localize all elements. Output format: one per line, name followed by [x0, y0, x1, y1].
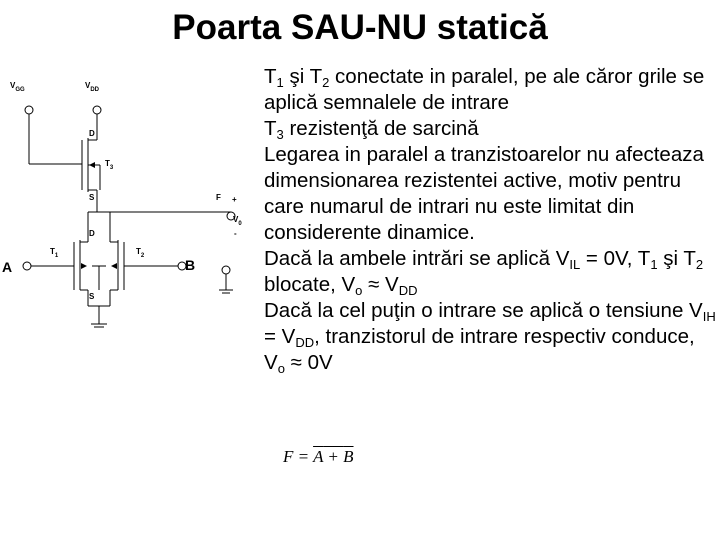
slide-title: Poarta SAU-NU statică [172, 8, 548, 47]
t2-label: $T_2$ [136, 247, 145, 259]
t3-arrow-icon [89, 162, 95, 168]
t2-arrow-icon [111, 263, 117, 269]
input-a-terminal [23, 262, 31, 270]
t3-label: $T_3$ [105, 159, 114, 171]
t1-source-label: S [89, 292, 95, 301]
t1-arrow-icon [81, 263, 87, 269]
nor-formula: F = A + B [283, 447, 354, 466]
bullet-5: Dacă la cel puţin o intrare se aplică o tensiune $V_{IH} = V_{DD}$, tranzistorul de intrare respectiv conduce, $V_o \approx 0V$ [264, 299, 716, 376]
vdd-label: $V_{DD}$ [85, 81, 100, 93]
t1-label: $T_1$ [50, 247, 59, 259]
bullet-list [264, 64, 716, 376]
minus-label: - [234, 229, 237, 238]
vgg-terminal [25, 106, 33, 114]
t3-source-label: S [89, 193, 95, 202]
plus-label: + [232, 195, 237, 204]
input-a-label: A [2, 259, 13, 275]
vo-label: $V_0$ [233, 215, 242, 227]
nor-gate-circuit-diagram [0, 0, 260, 340]
bullet-1: $T_1$ şi $T_2$ conectate in paralel, pe ale căror grile se aplică semnalele de intrare [264, 65, 705, 114]
bullet-3: Legarea in paralel a tranzistoarelor nu afecteaza dimensionarea rezistentei active, motiv pentru care numarul de intrari nu este limitat din considerente dinamice. [264, 143, 704, 244]
bullet-2: $T_3$ rezistenţă de sarcină [264, 117, 479, 142]
f-label: F [216, 193, 221, 202]
output-ground-terminal [222, 266, 230, 274]
t1-drain-label: D [89, 229, 95, 238]
bullet-4: Dacă la ambele intrări se aplică $V_{IL} = 0V$, $T_1$ şi $T_2$ blocate, $V_o \approx V_{DD}$ [264, 247, 704, 298]
vdd-terminal [93, 106, 101, 114]
t3-drain-label: D [89, 129, 95, 138]
vgg-label: $V_{GG}$ [10, 81, 25, 93]
input-b-label: B [185, 257, 196, 273]
